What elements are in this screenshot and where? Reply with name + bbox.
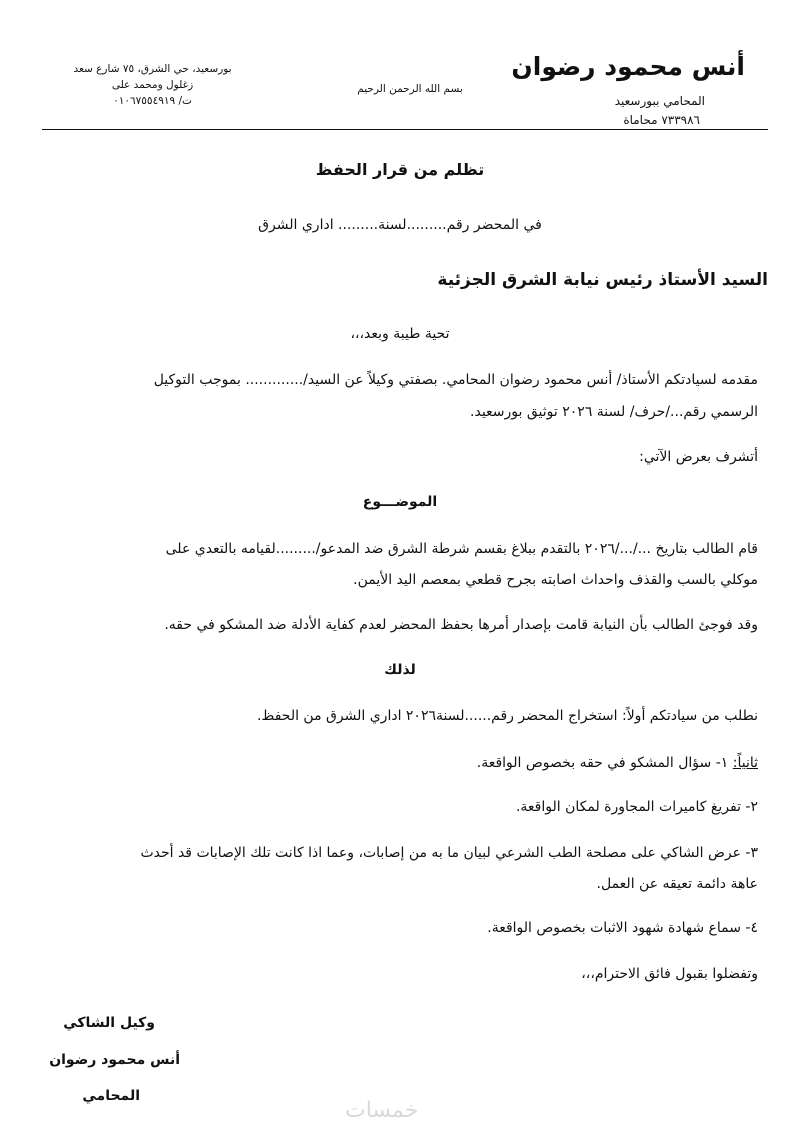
- request-2: [477, 755, 758, 771]
- request-1: نطلب من سيادتكم أولاً: استخراج المحضر رقم......لسنة٢٠٢٦ اداري الشرق من الحفظ.: [256, 708, 758, 724]
- subject-line-3: وقد فوجئ الطالب بأن النيابة قامت بإصدار أمرها بحفظ المحضر لعدم كفاية الأدلة ضد المشكو في حقه.: [164, 617, 758, 633]
- record-line: في المحضر رقم.........لسنة......... اداري الشرق: [258, 217, 542, 233]
- therefore-heading: لذلك: [384, 662, 416, 678]
- request-5: ٤- سماع شهادة شهود الاثبات بخصوص الواقعة.: [487, 920, 758, 936]
- request-2-text: ١- سؤال المشكو في حقه بخصوص الواقعة.: [476, 755, 733, 771]
- basmala: بسم الله الرحمن الرحيم: [357, 83, 463, 95]
- subject-line-1: قام الطالب بتاريخ .../.../٢٠٢٦ بالتقدم ببلاغ بقسم شرطة الشرق ضد المدعو/.........لقيامه بالتعدي على: [165, 541, 758, 557]
- request-4-line-1: ٣- عرض الشاكي على مصلحة الطب الشرعي لبيان ما به من إصابات، وعما اذا كانت تلك الإصابات قد أحدث: [140, 845, 758, 861]
- watermark: خمسات: [345, 1098, 419, 1123]
- lawyer-name: أنس محمود رضوان: [511, 52, 745, 81]
- intro-line-2: الرسمي رقم.../حرف/ لسنة ٢٠٢٦ توثيق بورسعيد.: [470, 404, 758, 420]
- header-divider: [42, 129, 768, 130]
- document-title: تظلم من قرار الحفظ: [315, 160, 485, 179]
- greeting: تحية طيبة وبعد،،،: [350, 326, 450, 342]
- honor-line: أتشرف بعرض الآتي:: [639, 449, 758, 465]
- closing-line: وتفضلوا بقبول فائق الاحترام،،،: [581, 966, 758, 982]
- subject-line-2: موكلي بالسب والقذف واحداث اصابته بجرح قطعي بمعصم اليد الأيمن.: [353, 572, 758, 588]
- subject-heading: الموضـــوع: [362, 494, 438, 510]
- request-2-label: ثانياً:: [732, 755, 758, 771]
- addressee: السيد الأستاذ رئيس نيابة الشرق الجزئية: [437, 270, 768, 290]
- lawyer-registration: ٧٣٣٩٨٦ محاماة: [623, 113, 700, 127]
- request-3: ٢- تفريغ كاميرات المجاورة لمكان الواقعة.: [515, 799, 758, 815]
- signature-title: المحامي: [82, 1088, 140, 1104]
- phone-line: ت/ ٠١٠٦٧٥٥٤٩١٩: [113, 95, 192, 107]
- request-4-line-2: عاهة دائمة تعيقه عن العمل.: [596, 876, 758, 892]
- signature-role: وكيل الشاكي: [63, 1015, 155, 1031]
- lawyer-title: المحامي ببورسعيد: [614, 94, 705, 108]
- address-line-1: بورسعيد، حي الشرق، ٧٥ شارع سعد: [73, 63, 232, 75]
- address-line-2: زغلول ومحمد على: [111, 79, 194, 91]
- signature-name: أنس محمود رضوان: [49, 1052, 180, 1068]
- intro-line-1: مقدمه لسيادتكم الأستاذ/ أنس محمود رضوان المحامي. بصفتي وكيلاً عن السيد/............. بموجب التوكيل: [153, 372, 758, 388]
